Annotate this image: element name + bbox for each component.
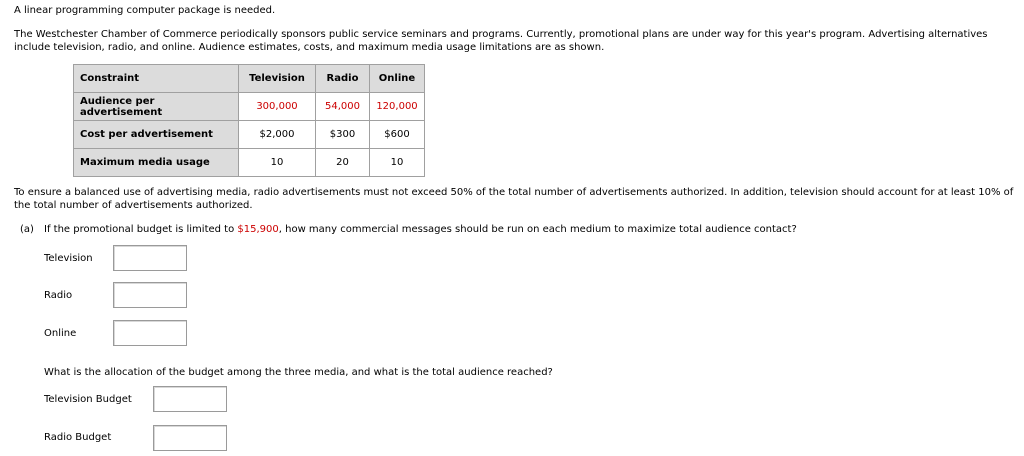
audience-radio: 54,000 <box>316 93 370 121</box>
question-text-start: If the promotional budget is limited to <box>44 224 238 235</box>
table-row <box>74 93 425 121</box>
part-a-label: (a) <box>20 224 34 235</box>
radio-budget-input[interactable] <box>153 425 227 451</box>
max-usage-online: 10 <box>370 149 425 177</box>
intro-text: A linear programming computer package is needed. <box>14 5 276 16</box>
header-radio: Radio <box>316 65 370 93</box>
cost-radio: $300 <box>316 121 370 149</box>
radio-input[interactable] <box>113 282 187 308</box>
header-online: Online <box>370 65 425 93</box>
budget-amount: $15,900 <box>237 224 279 235</box>
row-label-max-usage: Maximum media usage <box>74 149 239 177</box>
allocation-question: What is the allocation of the budget among the three media, and what is the total audience reached? <box>44 367 553 378</box>
header-constraint: Constraint <box>74 65 239 93</box>
table-row <box>74 149 425 177</box>
online-input[interactable] <box>113 320 187 346</box>
television-label: Television <box>44 253 93 264</box>
max-usage-television: 10 <box>239 149 316 177</box>
row-label-audience: Audience per advertisement <box>74 93 239 121</box>
online-label: Online <box>44 328 77 339</box>
table-row <box>74 121 425 149</box>
balance-constraint-text: To ensure a balanced use of advertising media, radio advertisements must not exceed 50% of the total number of advertisements authorized. In addition, television should account for at least 10% of the total number of advertisements authorized. <box>14 187 1014 211</box>
constraint-table <box>73 64 425 177</box>
radio-budget-label: Radio Budget <box>44 432 112 443</box>
television-input[interactable] <box>113 245 187 271</box>
television-budget-input[interactable] <box>153 386 227 412</box>
header-television: Television <box>239 65 316 93</box>
table-header-row <box>74 65 425 93</box>
max-usage-radio: 20 <box>316 149 370 177</box>
question-text-end: , how many commercial messages should be run on each medium to maximize total audience contact? <box>278 224 797 235</box>
audience-online: 120,000 <box>370 93 425 121</box>
row-label-cost: Cost per advertisement <box>74 121 239 149</box>
cost-online: $600 <box>370 121 425 149</box>
audience-television: 300,000 <box>239 93 316 121</box>
radio-label: Radio <box>44 290 73 301</box>
television-budget-label: Television Budget <box>44 394 132 405</box>
part-a-question <box>44 224 797 235</box>
cost-television: $2,000 <box>239 121 316 149</box>
problem-description: The Westchester Chamber of Commerce periodically sponsors public service seminars and programs. Currently, promotional plans are under way for this year's program. Advertising alternatives include television, radio, and online. Audience estimates, costs, and maximum media usage limitations are as shown. <box>14 29 988 53</box>
